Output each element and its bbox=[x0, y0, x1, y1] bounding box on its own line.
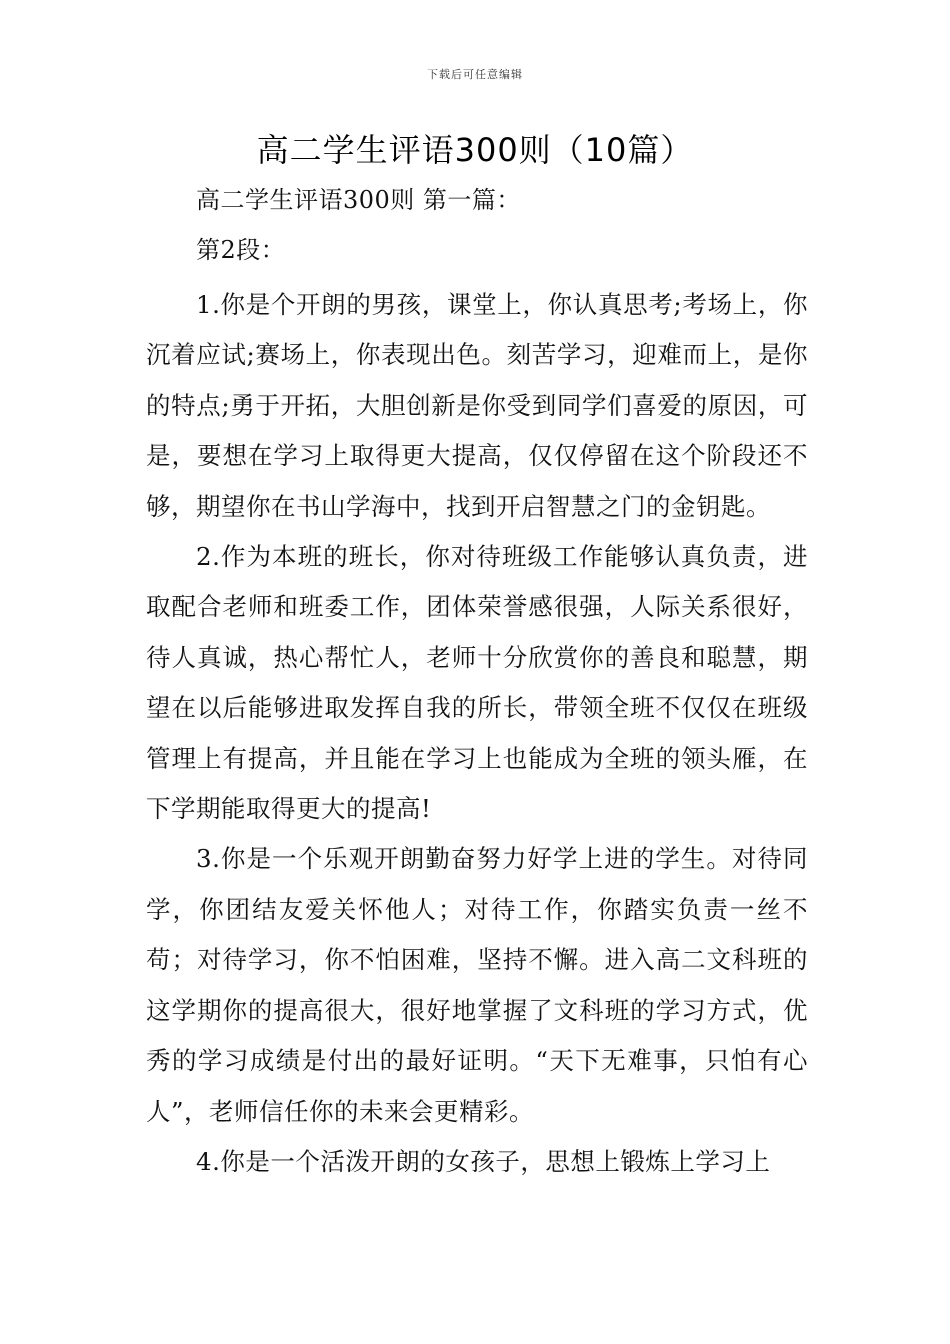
comment-paragraph-3: 3.你是一个乐观开朗勤奋努力好学上进的学生。对待同学，你团结友爱关怀他人；对待工作，你踏实负责一丝不苟；对待学习，你不怕困难，坚持不懈。进入高二文科班的这学期你的提高很大，很好地掌握了文科班的学习方式，优秀的学习成绩是付出的最好证明。“天下无难事，只怕有心人”，老师信任你的未来会更精彩。 bbox=[146, 844, 808, 1126]
section-label: 第2段： bbox=[196, 236, 286, 264]
document-body bbox=[146, 176, 808, 1187]
document-subtitle: 高二学生评语300则 第一篇： bbox=[196, 186, 521, 214]
comment-paragraph-2: 2.作为本班的班长，你对待班级工作能够认真负责，进取配合老师和班委工作，团体荣誉感很强，人际关系很好，待人真诚，热心帮忙人，老师十分欣赏你的善良和聪慧，期望在以后能够进取发挥自我的所长，带领全班不仅仅在班级管理上有提高，并且能在学习上也能成为全班的领头雁，在下学期能取得更大的提高! bbox=[146, 542, 808, 824]
comment-paragraph-4: 4.你是一个活泼开朗的女孩子，思想上锻炼上学习上 bbox=[196, 1146, 771, 1176]
document-title: 高二学生评语300则（10篇） bbox=[256, 131, 694, 169]
comment-paragraph-1: 1.你是个开朗的男孩，课堂上，你认真思考;考场上，你沉着应试;赛场上，你表现出色。刻苦学习，迎难而上，是你的特点;勇于开拓，大胆创新是你受到同学们喜爱的原因，可是，要想在学习上取得更大提高，仅仅停留在这个阶段还不够，期望你在书山学海中，找到开启智慧之门的金钥匙。 bbox=[146, 290, 808, 521]
header-note: 下载后可任意编辑 bbox=[427, 68, 523, 81]
section-label-block bbox=[146, 226, 808, 280]
subtitle-block bbox=[146, 176, 808, 226]
